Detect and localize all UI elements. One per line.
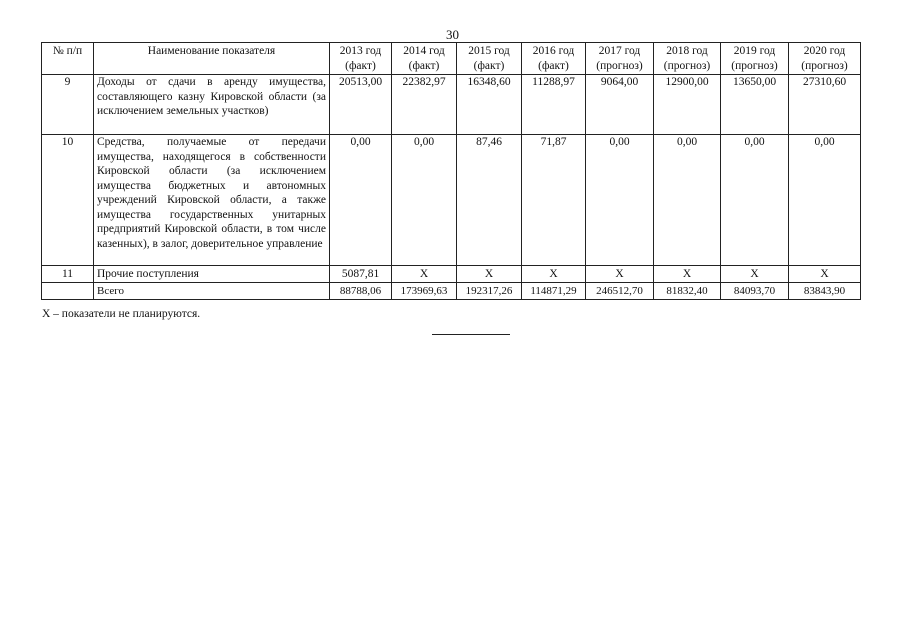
row-name: Доходы от сдачи в аренду имущества, составляющего казну Кировской области (за исключением земельных участков) <box>94 75 330 135</box>
cell-value: 0,00 <box>721 135 789 266</box>
cell-value: 0,00 <box>654 135 721 266</box>
cell-value: X <box>654 266 721 283</box>
cell-value: 0,00 <box>392 135 457 266</box>
cell-value: 0,00 <box>789 135 861 266</box>
table-row <box>42 266 861 283</box>
cell-value: 12900,00 <box>654 75 721 135</box>
cell-value: 27310,60 <box>789 75 861 135</box>
cell-value: 71,87 <box>522 135 586 266</box>
header-year: 2018 год (прогноз) <box>654 43 721 75</box>
cell-value: 20513,00 <box>330 75 392 135</box>
cell-value: 87,46 <box>457 135 522 266</box>
page-number: 30 <box>446 27 459 42</box>
row-name: Всего <box>94 283 330 300</box>
header-year: 2020 год (прогноз) <box>789 43 861 75</box>
header-year: 2017 год (прогноз) <box>586 43 654 75</box>
cell-value: 88788,06 <box>330 283 392 300</box>
table-header-row <box>42 43 861 75</box>
cell-value: 114871,29 <box>522 283 586 300</box>
header-name: Наименование показателя <box>94 43 330 75</box>
cell-value: 11288,97 <box>522 75 586 135</box>
row-name: Прочие поступления <box>94 266 330 283</box>
cell-value: X <box>586 266 654 283</box>
cell-value: 13650,00 <box>721 75 789 135</box>
table-row <box>42 75 861 135</box>
row-number: 11 <box>42 266 94 283</box>
cell-value: X <box>789 266 861 283</box>
cell-value: 16348,60 <box>457 75 522 135</box>
cell-value: 192317,26 <box>457 283 522 300</box>
row-number <box>42 283 94 300</box>
revenue-table <box>41 42 861 300</box>
cell-value: 22382,97 <box>392 75 457 135</box>
table-total-row <box>42 283 861 300</box>
row-name: Средства, получаемые от передачи имущества, находящегося в собственности Кировской области (за исключением имущества бюджетных и автономных учреждений Кировской области, а также имущества государственных унитарных предприятий Кировской области, в том числе казенных), в залог, доверительное управление <box>94 135 330 266</box>
cell-value: 83843,90 <box>789 283 861 300</box>
cell-value: X <box>392 266 457 283</box>
cell-value: 81832,40 <box>654 283 721 300</box>
cell-value: X <box>721 266 789 283</box>
cell-value: 5087,81 <box>330 266 392 283</box>
cell-value: X <box>457 266 522 283</box>
cell-value: 0,00 <box>586 135 654 266</box>
row-number: 9 <box>42 75 94 135</box>
header-year: 2019 год (прогноз) <box>721 43 789 75</box>
footnote: X – показатели не планируются. <box>42 308 201 320</box>
header-year: 2013 год (факт) <box>330 43 392 75</box>
cell-value: 9064,00 <box>586 75 654 135</box>
cell-value: 173969,63 <box>392 283 457 300</box>
cell-value: X <box>522 266 586 283</box>
row-number: 10 <box>42 135 94 266</box>
header-year: 2016 год (факт) <box>522 43 586 75</box>
cell-value: 246512,70 <box>586 283 654 300</box>
header-year: 2015 год (факт) <box>457 43 522 75</box>
end-divider <box>432 334 510 335</box>
cell-value: 0,00 <box>330 135 392 266</box>
table-row <box>42 135 861 266</box>
cell-value: 84093,70 <box>721 283 789 300</box>
header-year: 2014 год (факт) <box>392 43 457 75</box>
header-num: № п/п <box>42 43 94 75</box>
